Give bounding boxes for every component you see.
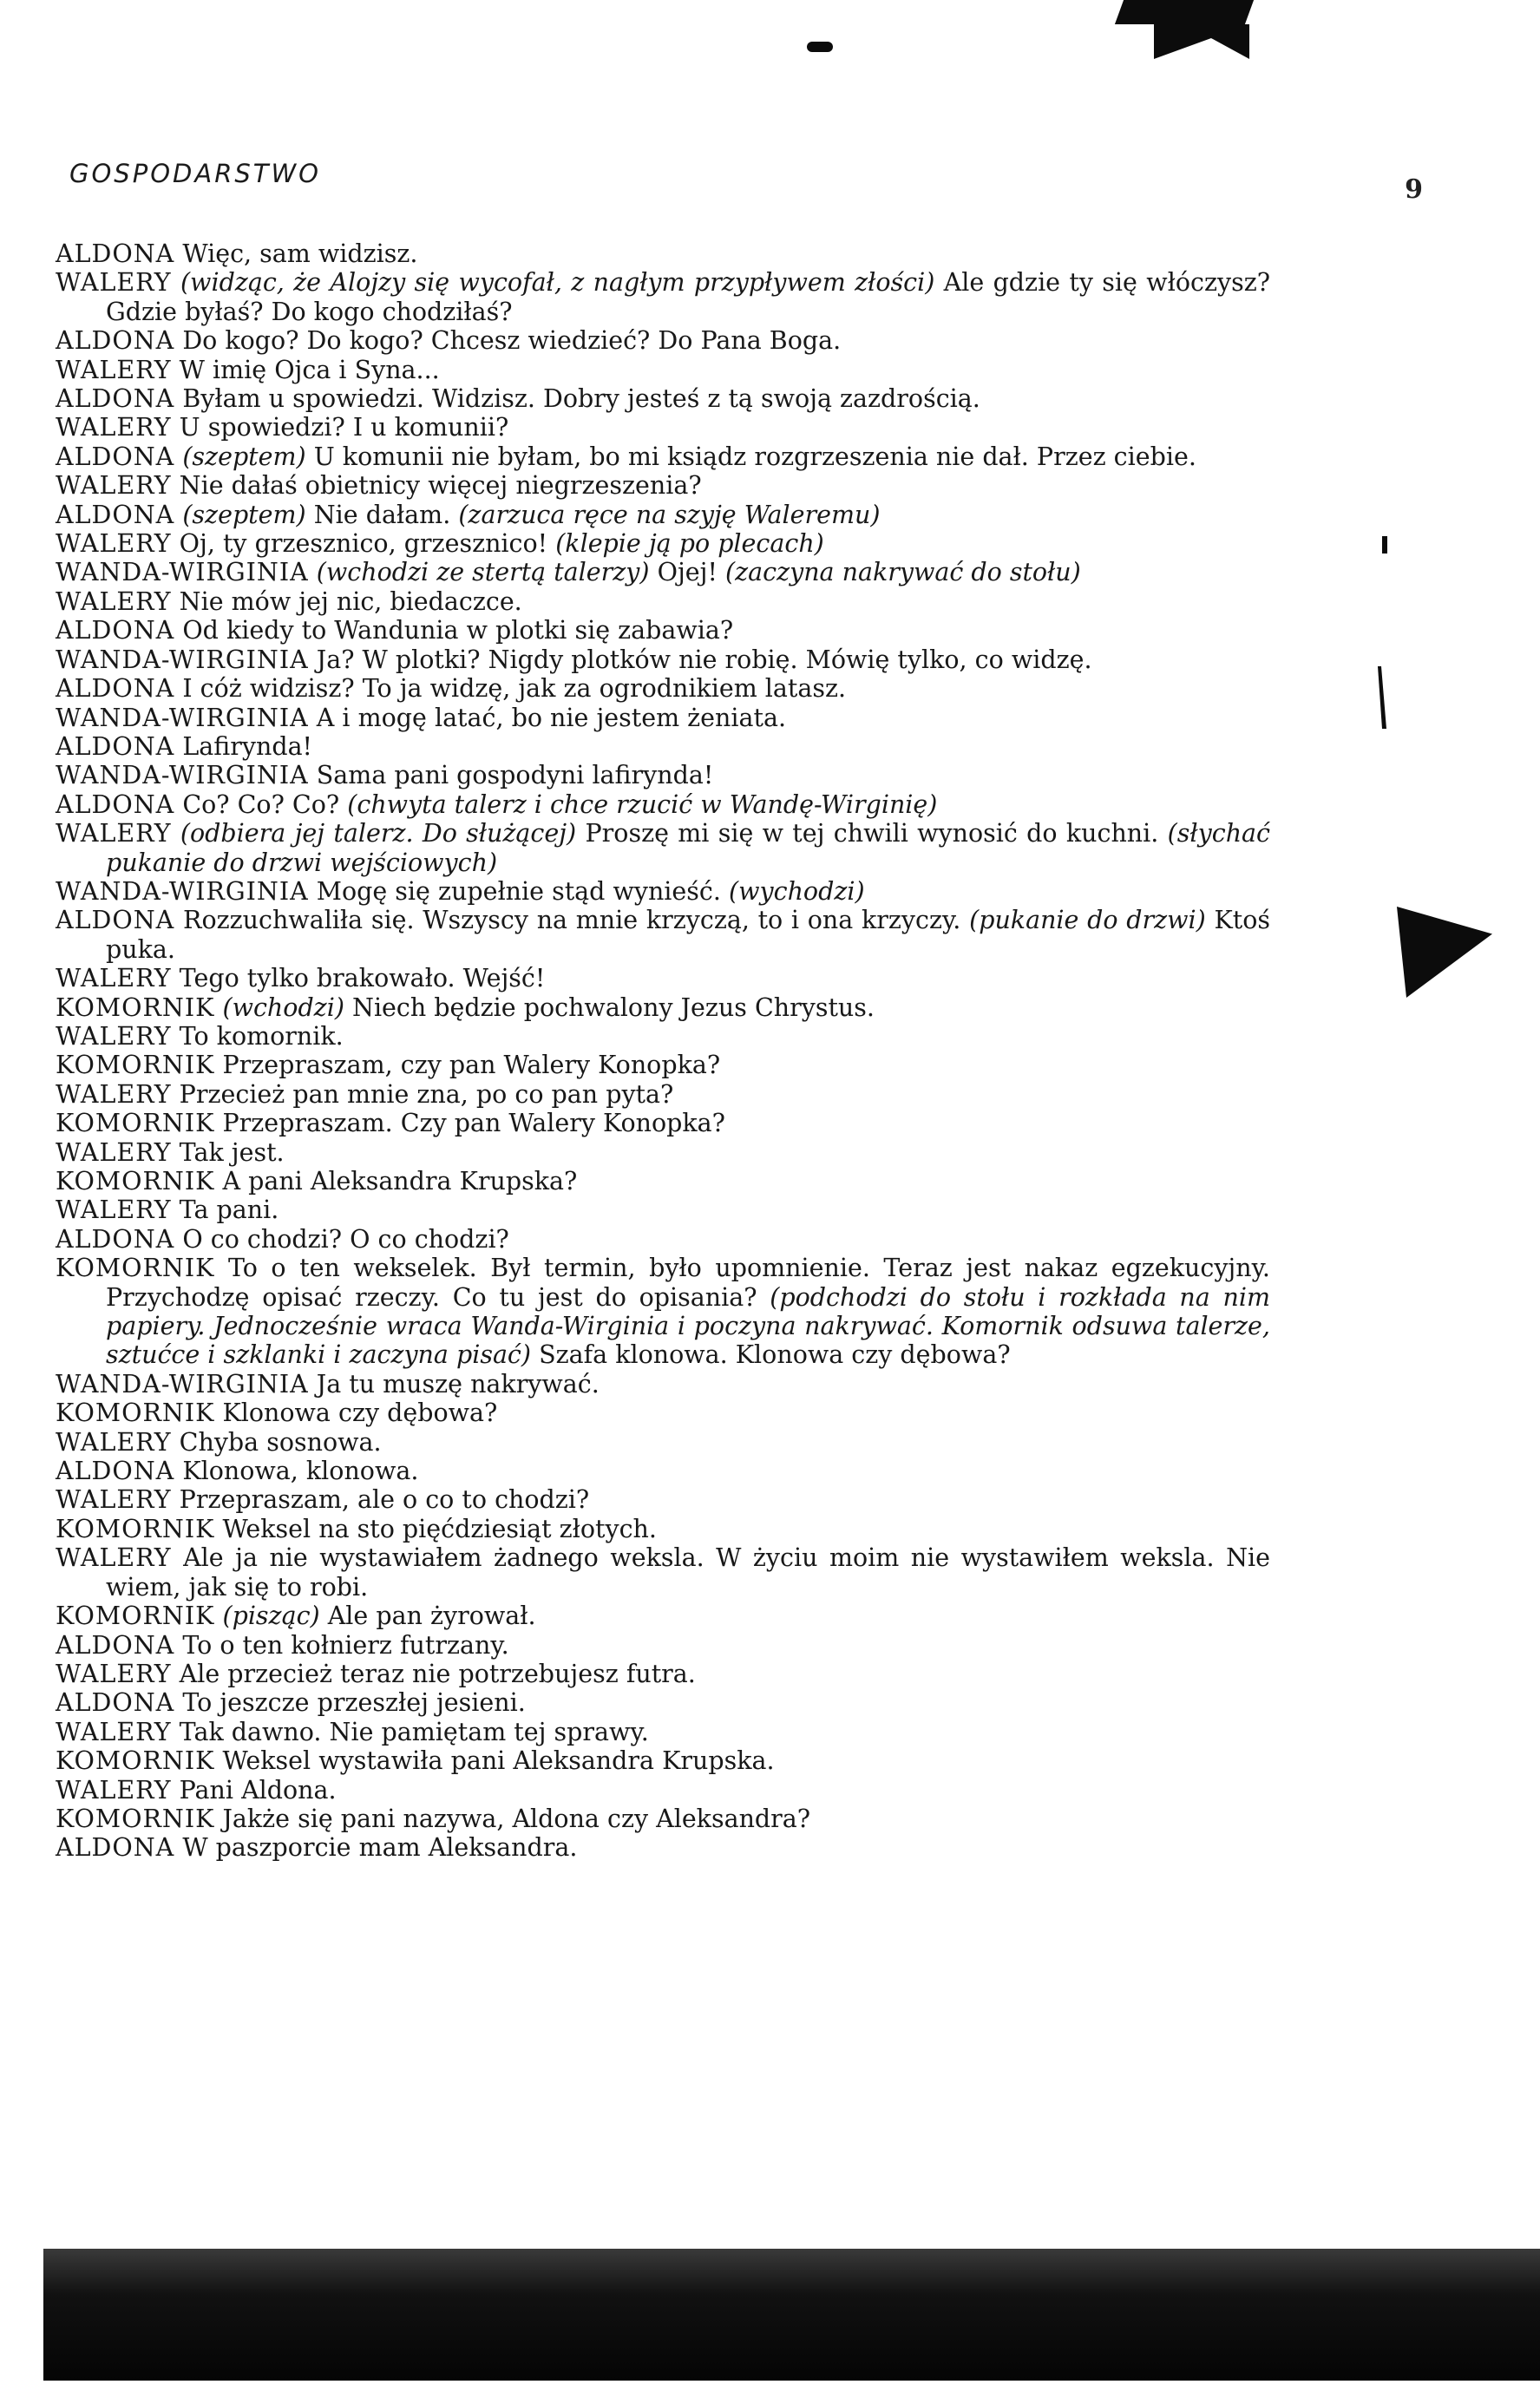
stage-direction: (pisząc) <box>222 1602 320 1631</box>
line-text: To komornik. <box>179 1021 344 1051</box>
dialogue-line <box>56 413 1270 442</box>
line-text: Przepraszam, ale o co to chodzi? <box>179 1485 590 1515</box>
speaker-name: WALERY <box>56 1659 172 1688</box>
line-text: Chyba sosnowa. <box>179 1427 382 1457</box>
line-text: Mogę się zupełnie stąd wynieść. <box>316 876 721 906</box>
line-text: To o ten wekselek. Był termin, było upomnienie. Teraz jest nakaz egzekucyjny. Przychodzę opisać rzeczy. Co tu jest do opisania? <box>106 1254 1270 1312</box>
line-text: Weksel na sto pięćdziesiąt złotych. <box>222 1514 657 1543</box>
line-text: U komunii nie byłam, bo mi ksiądz rozgrzeszenia nie dał. <box>313 442 1029 471</box>
dialogue-line <box>56 268 1270 326</box>
dialogue-line <box>56 1080 1270 1109</box>
dialogue-line <box>56 1515 1270 1543</box>
speaker-name: KOMORNIK <box>56 1399 215 1428</box>
line-text: Tego tylko brakowało. Wejść! <box>179 964 546 993</box>
dialogue-line <box>56 471 1270 500</box>
speaker-name: WALERY <box>56 1485 172 1515</box>
line-text: Co? Co? Co? <box>182 789 340 819</box>
speaker-name: ALDONA <box>56 731 175 761</box>
line-text: Przepraszam. Czy pan Walery Konopka? <box>222 1109 725 1138</box>
speaker-name: ALDONA <box>56 789 175 819</box>
speaker-name: ALDONA <box>56 1457 175 1486</box>
line-text: W imię Ojca i Syna... <box>179 355 440 384</box>
line-text: Ojej! <box>657 558 718 587</box>
dialogue-line <box>56 1167 1270 1196</box>
stage-direction: (chwyta talerz i chce rzucić w Wandę-Wirginię) <box>347 789 938 819</box>
dialogue-line <box>56 1485 1270 1514</box>
line-text: Ta pani. <box>179 1196 279 1225</box>
dialogue-line <box>56 1718 1270 1746</box>
speaker-name: WALERY <box>56 413 172 442</box>
stage-direction: (wchodzi ze stertą talerzy) <box>316 558 650 587</box>
speaker-name: ALDONA <box>56 1630 175 1660</box>
dialogue-line <box>56 356 1270 384</box>
scan-mark-top-right-tail <box>1154 24 1249 59</box>
line-text: Ale ja nie wystawiałem żadnego weksla. W życiu moim nie wystawiłem weksla. Nie wiem, jak się to robi. <box>106 1543 1270 1602</box>
dialogue-line <box>56 1602 1270 1630</box>
line-text: Ale pan żyrował. <box>327 1602 536 1631</box>
line-text: Tak jest. <box>179 1137 285 1167</box>
dialogue-line <box>56 761 1270 789</box>
line-text: U spowiedzi? I u komunii? <box>179 413 509 442</box>
stage-direction: (odbiera jej talerz. Do służącej) <box>180 819 577 848</box>
dialogue-line <box>56 1833 1270 1862</box>
speaker-name: WALERY <box>56 1137 172 1167</box>
speaker-name: WALERY <box>56 1196 172 1225</box>
dialogue-line <box>56 704 1270 732</box>
speaker-name: KOMORNIK <box>56 1804 215 1833</box>
stage-direction: (wychodzi) <box>729 876 865 906</box>
dialogue-line <box>56 616 1270 645</box>
dialogue-line <box>56 529 1270 558</box>
line-text: Nie mów jej nic, biedaczce. <box>179 586 522 616</box>
speaker-name: WANDA-WIRGINIA <box>56 876 309 906</box>
speaker-name: KOMORNIK <box>56 1514 215 1543</box>
scan-mark-top-small <box>807 42 833 52</box>
speaker-name: WALERY <box>56 586 172 616</box>
speaker-name: KOMORNIK <box>56 1109 215 1138</box>
dialogue-line <box>56 1196 1270 1224</box>
speaker-name: KOMORNIK <box>56 1167 215 1196</box>
speaker-name: WALERY <box>56 1021 172 1051</box>
dialogue-line <box>56 732 1270 761</box>
scan-mark-right-1 <box>1382 536 1387 554</box>
line-text: Do kogo? Do kogo? Chcesz wiedzieć? Do Pana Boga. <box>182 326 842 356</box>
line-text: W paszporcie mam Aleksandra. <box>182 1833 578 1863</box>
line-text: Ktoś puka. <box>106 906 1271 964</box>
speaker-name: WALERY <box>56 471 172 501</box>
dialogue-line <box>56 1051 1270 1079</box>
speaker-name: WANDA-WIRGINIA <box>56 645 309 674</box>
line-text: Oj, ty grzesznico, grzesznico! <box>179 529 548 559</box>
line-text: Tak dawno. Nie pamiętam tej sprawy. <box>179 1717 649 1746</box>
speaker-name: ALDONA <box>56 1833 175 1863</box>
dialogue-line <box>56 1457 1270 1485</box>
dialogue-line <box>56 877 1270 906</box>
speaker-name: WALERY <box>56 1775 172 1805</box>
line-text: Klonowa czy dębowa? <box>222 1399 498 1428</box>
page-number: 9 <box>1405 174 1423 205</box>
dialogue-line <box>56 1688 1270 1717</box>
speaker-name: WALERY <box>56 355 172 384</box>
line-text: Ale gdzie ty się włóczysz? Gdzie byłaś? Do kogo chodziłaś? <box>106 268 1271 326</box>
stage-direction: (szeptem) <box>182 442 306 471</box>
stage-direction: (podchodzi do stołu i rozkłada na nim papiery. Jednocześnie wraca Wanda-Wirginia i poczyna nakrywać. Komornik odsuwa talerze, sztućce i szklanki i zaczyna pisać) <box>106 1282 1271 1370</box>
speaker-name: WALERY <box>56 964 172 993</box>
speaker-name: ALDONA <box>56 326 175 356</box>
speaker-name: WALERY <box>56 1717 172 1746</box>
scan-mark-right-wedge <box>1397 907 1492 998</box>
dialogue-line <box>56 819 1270 877</box>
dialogue-line <box>56 1631 1270 1660</box>
speaker-name: ALDONA <box>56 906 175 935</box>
stage-direction: (klepie ją po plecach) <box>555 529 824 559</box>
speaker-name: ALDONA <box>56 674 175 704</box>
dialogue-line <box>56 1022 1270 1051</box>
dialogue-line <box>56 1428 1270 1457</box>
line-text: Nie dałam. <box>313 500 451 529</box>
line-text: Więc, sam widzisz. <box>182 239 418 268</box>
dialogue-line <box>56 558 1270 586</box>
dialogue-line <box>56 964 1270 992</box>
line-text: Proszę mi się w tej chwili wynosić do kuchni. <box>585 819 1159 848</box>
line-text: Sama pani gospodyni lafirynda! <box>316 761 714 790</box>
stage-direction: (widząc, że Alojzy się wycofał, z nagłym przypływem złości) <box>180 268 935 298</box>
dialogue-line <box>56 993 1270 1022</box>
speaker-name: KOMORNIK <box>56 992 215 1022</box>
line-text: Ja tu muszę nakrywać. <box>316 1369 600 1399</box>
speaker-name: WANDA-WIRGINIA <box>56 1369 309 1399</box>
page-header <box>69 159 1423 211</box>
scan-mark-right-2 <box>1378 666 1386 729</box>
speaker-name: ALDONA <box>56 500 175 529</box>
dialogue-line <box>56 239 1270 268</box>
play-dialogue <box>56 239 1270 1863</box>
line-text: Rozzuchwaliła się. Wszyscy na mnie krzyczą, to i ona krzyczy. <box>182 906 961 935</box>
speaker-name: KOMORNIK <box>56 1746 215 1776</box>
scan-mark-top-right <box>1115 0 1254 24</box>
stage-direction: (zaczyna nakrywać do stołu) <box>725 558 1081 587</box>
line-text: Klonowa, klonowa. <box>182 1457 419 1486</box>
dialogue-line <box>56 674 1270 703</box>
dialogue-line <box>56 384 1270 413</box>
speaker-name: ALDONA <box>56 239 175 268</box>
stage-direction: (szeptem) <box>182 500 306 529</box>
dialogue-line <box>56 326 1270 355</box>
line-text: To o ten kołnierz futrzany. <box>182 1630 509 1660</box>
speaker-name: WALERY <box>56 819 172 848</box>
line-text: A i mogę latać, bo nie jestem żeniata. <box>316 703 787 732</box>
line-text: Przecież pan mnie zna, po co pan pyta? <box>179 1079 674 1109</box>
line-text: Ale przecież teraz nie potrzebujesz futra. <box>179 1659 696 1688</box>
line-text: Nie dałaś obietnicy więcej niegrzeszenia? <box>179 471 702 501</box>
scan-shadow-bottom <box>43 2249 1540 2381</box>
line-text: Byłam u spowiedzi. Widzisz. Dobry jesteś z tą swoją zazdrością. <box>182 384 980 414</box>
dialogue-line <box>56 1543 1270 1602</box>
dialogue-line <box>56 906 1270 964</box>
line-text: Szafa klonowa. Klonowa czy dębowa? <box>539 1340 1011 1370</box>
stage-direction: (wchodzi) <box>222 992 344 1022</box>
dialogue-line <box>56 1660 1270 1688</box>
line-text: Lafirynda! <box>182 731 313 761</box>
dialogue-line <box>56 442 1270 471</box>
stage-direction: (słychać pukanie do drzwi wejściowych) <box>106 819 1270 877</box>
dialogue-line <box>56 1370 1270 1399</box>
speaker-name: WALERY <box>56 1079 172 1109</box>
line-text: Przepraszam, czy pan Walery Konopka? <box>222 1051 721 1080</box>
line-text: Od kiedy to Wandunia w plotki się zabawia? <box>182 616 734 645</box>
dialogue-line <box>56 1746 1270 1775</box>
dialogue-line <box>56 790 1270 819</box>
dialogue-line <box>56 1225 1270 1254</box>
speaker-name: ALDONA <box>56 616 175 645</box>
dialogue-line <box>56 587 1270 616</box>
dialogue-line <box>56 1138 1270 1167</box>
line-text: I cóż widzisz? To ja widzę, jak za ogrodnikiem latasz. <box>182 674 847 704</box>
speaker-name: KOMORNIK <box>56 1051 215 1080</box>
speaker-name: WANDA-WIRGINIA <box>56 761 309 790</box>
speaker-name: WANDA-WIRGINIA <box>56 703 309 732</box>
dialogue-line <box>56 501 1270 529</box>
line-text: Jakże się pani nazywa, Aldona czy Aleksandra? <box>222 1804 811 1833</box>
line-text: A pani Aleksandra Krupska? <box>222 1167 578 1196</box>
line-text: Pani Aldona. <box>179 1775 337 1805</box>
line-text: Niech będzie pochwalony Jezus Chrystus. <box>352 992 875 1022</box>
dialogue-line <box>56 1254 1270 1370</box>
line-text: Ja? W plotki? Nigdy plotków nie robię. Mówię tylko, co widzę. <box>316 645 1092 674</box>
line-text: O co chodzi? O co chodzi? <box>182 1224 509 1254</box>
speaker-name: WANDA-WIRGINIA <box>56 558 309 587</box>
dialogue-line <box>56 1399 1270 1427</box>
speaker-name: ALDONA <box>56 384 175 414</box>
speaker-name: WALERY <box>56 529 172 559</box>
stage-direction: (zarzuca ręce na szyję Waleremu) <box>458 500 881 529</box>
stage-direction: (pukanie do drzwi) <box>969 906 1206 935</box>
speaker-name: KOMORNIK <box>56 1602 215 1631</box>
running-head: GOSPODARSTWO <box>69 159 321 188</box>
dialogue-line <box>56 645 1270 674</box>
dialogue-line <box>56 1109 1270 1137</box>
speaker-name: KOMORNIK <box>56 1254 215 1283</box>
speaker-name: ALDONA <box>56 1224 175 1254</box>
speaker-name: ALDONA <box>56 442 175 471</box>
speaker-name: ALDONA <box>56 1688 175 1718</box>
line-text: Weksel wystawiła pani Aleksandra Krupska. <box>222 1746 775 1776</box>
dialogue-line <box>56 1805 1270 1833</box>
speaker-name: WALERY <box>56 1427 172 1457</box>
speaker-name: WALERY <box>56 268 172 298</box>
line-text: Przez ciebie. <box>1036 442 1196 471</box>
speaker-name: WALERY <box>56 1543 172 1573</box>
line-text: To jeszcze przeszłej jesieni. <box>182 1688 526 1718</box>
dialogue-line <box>56 1776 1270 1805</box>
